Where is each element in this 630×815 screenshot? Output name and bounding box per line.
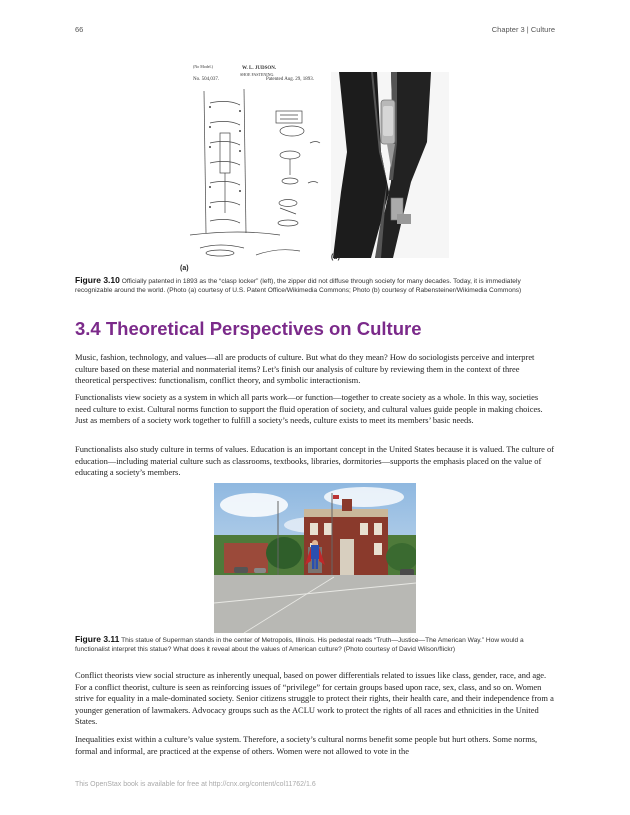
paragraph-3: Functionalists also study culture in terms of values. Education is an important concept in the United States because it is valued. The culture of education—including material culture such as classrooms, textbooks, libraries, dormitories—supports the emphasis placed on the value of educating a society’s members. xyxy=(75,444,555,477)
patent-number: No. 504,037. xyxy=(193,77,220,82)
superman-statue-photo xyxy=(214,483,416,633)
paragraph-5: Inequalities exist within a culture’s value system. Therefore, a society’s cultural norms benefit some people but hurt others. Some norms, formal and informal, are practiced at the expense of others. Women were not allowed to vote in the xyxy=(75,734,538,756)
figure-3-11-caption xyxy=(75,635,555,654)
figure-3-10-caption-text: Officially patented in 1893 as the “clasp locker” (left), the zipper did not diffuse through society for many decades. Today, it is immediately recognizable around the world. (Photo (a) courtesy of U.S. Patent Office/Wikimedia Commons; Photo (b) courtesy of Rabensteiner/Wikimedia Commons) xyxy=(75,278,522,294)
paragraph-2: Functionalists view society as a system in which all parts work—or function—together to create society as a whole. In this way, societies need culture to exist. Cultural norms function to support the fluid operation of society, and cultural values guide people in making choices. Just as members of a society work together to fulfill a society’s needs, culture exists to meet its members’ basic needs. xyxy=(75,392,543,425)
page-number: 66 xyxy=(75,25,84,34)
paragraph-4: Conflict theorists view social structure as inherently unequal, based on power differentials related to issues like class, gender, race, and age. For a conflict theorist, culture is seen as reinforcing issues of “privilege” for certain groups based upon race, sex, class, and so on. Women strive for equality in a male-dominated society. Senior citizens struggle to protect their rights, their health care, and their independence from a younger generation of lawmakers. Advocacy groups such as the ACLU work to protect the rights of all races and ethnicities in the United States. xyxy=(75,670,554,726)
patent-model-note: (No Model.) xyxy=(193,64,213,69)
patent-inventor: W. L. JUDSON. xyxy=(242,66,277,71)
figure-3-10-caption xyxy=(75,276,555,295)
paragraph-1: Music, fashion, technology, and values—all are products of culture. But what do they mean? How do sociologists perceive and interpret culture based on these material and nonmaterial items? Let’s finish our analysis of culture by reviewing them in the context of three theoretical perspectives: functionalism, conflict theory, and symbolic interactionism. xyxy=(75,352,535,385)
patent-title: SHOE FASTENING. xyxy=(240,72,275,77)
figure-label-a: (a) xyxy=(180,265,189,272)
patent-sketch xyxy=(180,63,330,275)
section-title: 3.4 Theoretical Perspectives on Culture xyxy=(75,318,422,339)
superman-statue-graphic xyxy=(214,483,416,633)
figure-3-11-caption-text: This statue of Superman stands in the center of Metropolis, Illinois. His pedestal reads “Truth—Justice—The American Way.” How would a functionalist interpret this statue? What does it reveal about the values of American culture? (Photo courtesy of David Wilson/flickr) xyxy=(75,637,524,653)
zipper-graphic xyxy=(331,72,449,258)
patent-drawing xyxy=(180,63,330,275)
footer-text: This OpenStax book is available for free at http://cnx.org/content/col11762/1.6 xyxy=(75,781,316,788)
patent-date: Patented Aug. 29, 1893. xyxy=(266,77,315,82)
zipper-photo xyxy=(331,72,449,258)
figure-label-b: (b) xyxy=(331,254,340,261)
figure-3-10 xyxy=(180,63,450,275)
figure-3-11-number: Figure 3.11 xyxy=(75,634,120,644)
chapter-header: Chapter 3 | Culture xyxy=(491,25,555,34)
figure-3-10-number: Figure 3.10 xyxy=(75,275,120,285)
